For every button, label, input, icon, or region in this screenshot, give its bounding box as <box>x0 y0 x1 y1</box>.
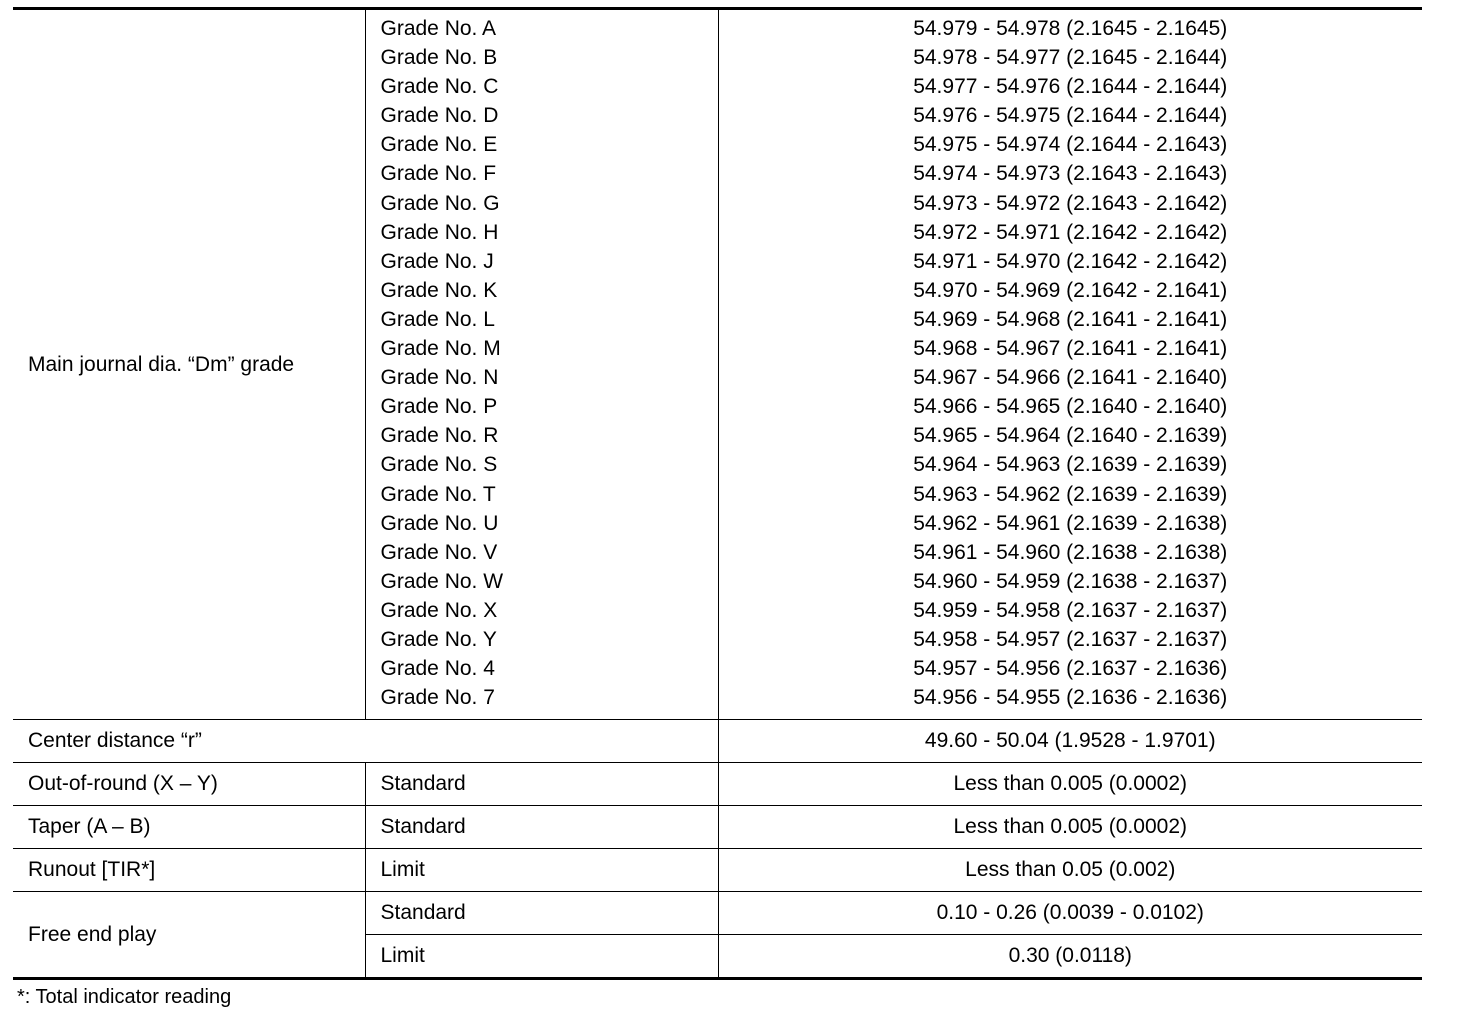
grade-value: 54.965 - 54.964 (2.1640 - 2.1639) <box>913 424 1228 448</box>
center-distance-row <box>13 720 1422 763</box>
grade-name: Grade No. C <box>380 75 499 99</box>
runout-label: Runout [TIR*] <box>13 849 365 892</box>
grade-value: 54.958 - 54.957 (2.1637 - 2.1637) <box>913 627 1228 651</box>
grade-value: 54.961 - 54.960 (2.1638 - 2.1638) <box>913 540 1228 564</box>
taper-row <box>13 806 1422 849</box>
free-end-play-standard-condition: Standard <box>365 892 718 935</box>
grade-name: Grade No. A <box>380 17 497 40</box>
out-of-round-row <box>13 763 1422 806</box>
grade-name: Grade No. H <box>380 220 499 244</box>
grade-value: 54.976 - 54.975 (2.1644 - 2.1644) <box>913 104 1228 128</box>
grade-list-cell <box>365 9 718 720</box>
grade-value: 54.969 - 54.968 (2.1641 - 2.1641) <box>913 307 1228 331</box>
grade-value: 54.978 - 54.977 (2.1645 - 2.1644) <box>913 46 1228 70</box>
grade-name: Grade No. J <box>380 249 494 273</box>
footnote: *: Total indicator reading <box>17 986 232 1008</box>
grade-value: 54.960 - 54.959 (2.1638 - 2.1637) <box>913 569 1228 593</box>
grade-value: 54.973 - 54.972 (2.1643 - 2.1642) <box>913 191 1228 215</box>
runout-value: Less than 0.05 (0.002) <box>718 849 1422 892</box>
out-of-round-label: Out-of-round (X – Y) <box>13 763 365 806</box>
runout-condition: Limit <box>365 849 718 892</box>
grade-value: 54.964 - 54.963 (2.1639 - 2.1639) <box>913 453 1228 477</box>
grade-value: 54.956 - 54.955 (2.1636 - 2.1636) <box>913 686 1228 710</box>
grade-name: Grade No. P <box>380 395 498 419</box>
taper-value: Less than 0.005 (0.0002) <box>718 806 1422 849</box>
grade-name: Grade No. Y <box>380 627 497 651</box>
free-end-play-limit-value: 0.30 (0.0118) <box>718 935 1422 979</box>
grade-name: Grade No. R <box>380 424 499 448</box>
out-of-round-condition: Standard <box>365 763 718 806</box>
spec-table <box>13 7 1422 980</box>
grade-name: Grade No. L <box>380 307 495 331</box>
runout-row <box>13 849 1422 892</box>
grade-value: 54.975 - 54.974 (2.1644 - 2.1643) <box>913 133 1228 157</box>
grade-value: 54.957 - 54.956 (2.1637 - 2.1636) <box>913 657 1228 681</box>
grade-value: 54.962 - 54.961 (2.1639 - 2.1638) <box>913 511 1228 535</box>
main-journal-label: Main journal dia. “Dm” grade <box>28 352 295 376</box>
grade-name: Grade No. M <box>380 337 501 361</box>
grade-value: 54.977 - 54.976 (2.1644 - 2.1644) <box>913 75 1228 99</box>
grade-value-cell <box>718 9 1422 720</box>
grade-name: Grade No. X <box>380 598 498 622</box>
out-of-round-value: Less than 0.005 (0.0002) <box>718 763 1422 806</box>
grade-value: 54.966 - 54.965 (2.1640 - 2.1640) <box>913 395 1228 419</box>
grade-name: Grade No. S <box>380 453 498 477</box>
grade-name: Grade No. 7 <box>380 686 495 710</box>
center-distance-label: Center distance “r” <box>13 720 718 763</box>
grade-name: Grade No. F <box>380 162 497 186</box>
grade-value: 54.963 - 54.962 (2.1639 - 2.1639) <box>913 482 1228 506</box>
taper-condition: Standard <box>365 806 718 849</box>
free-end-play-label: Free end play <box>13 892 365 979</box>
free-end-play-standard-row <box>13 892 1422 935</box>
grade-value: 54.968 - 54.967 (2.1641 - 2.1641) <box>913 337 1228 361</box>
grade-value: 54.970 - 54.969 (2.1642 - 2.1641) <box>913 278 1228 302</box>
grade-value: 54.959 - 54.958 (2.1637 - 2.1637) <box>913 598 1228 622</box>
grade-name: Grade No. U <box>380 511 499 535</box>
taper-label: Taper (A – B) <box>13 806 365 849</box>
grade-name: Grade No. N <box>380 366 499 390</box>
grade-name: Grade No. 4 <box>380 657 495 681</box>
grade-value-list <box>719 10 1423 719</box>
grade-name: Grade No. V <box>380 540 498 564</box>
grade-name: Grade No. B <box>380 46 498 70</box>
grade-name: Grade No. E <box>380 133 498 157</box>
grade-value: 54.979 - 54.978 (2.1645 - 2.1645) <box>913 17 1228 40</box>
grade-name: Grade No. T <box>380 482 496 506</box>
grade-value: 54.972 - 54.971 (2.1642 - 2.1642) <box>913 220 1228 244</box>
free-end-play-standard-value: 0.10 - 0.26 (0.0039 - 0.0102) <box>718 892 1422 935</box>
grade-name: Grade No. W <box>380 569 504 593</box>
grade-value: 54.971 - 54.970 (2.1642 - 2.1642) <box>913 249 1228 273</box>
grade-name: Grade No. G <box>380 191 500 215</box>
main-journal-row <box>13 9 1422 720</box>
center-distance-value: 49.60 - 50.04 (1.9528 - 1.9701) <box>718 720 1422 763</box>
grade-name: Grade No. K <box>380 278 498 302</box>
grade-name: Grade No. D <box>380 104 499 128</box>
grade-value: 54.967 - 54.966 (2.1641 - 2.1640) <box>913 366 1228 390</box>
free-end-play-limit-condition: Limit <box>365 935 718 979</box>
grade-name-list <box>381 10 718 719</box>
grade-value: 54.974 - 54.973 (2.1643 - 2.1643) <box>913 162 1228 186</box>
